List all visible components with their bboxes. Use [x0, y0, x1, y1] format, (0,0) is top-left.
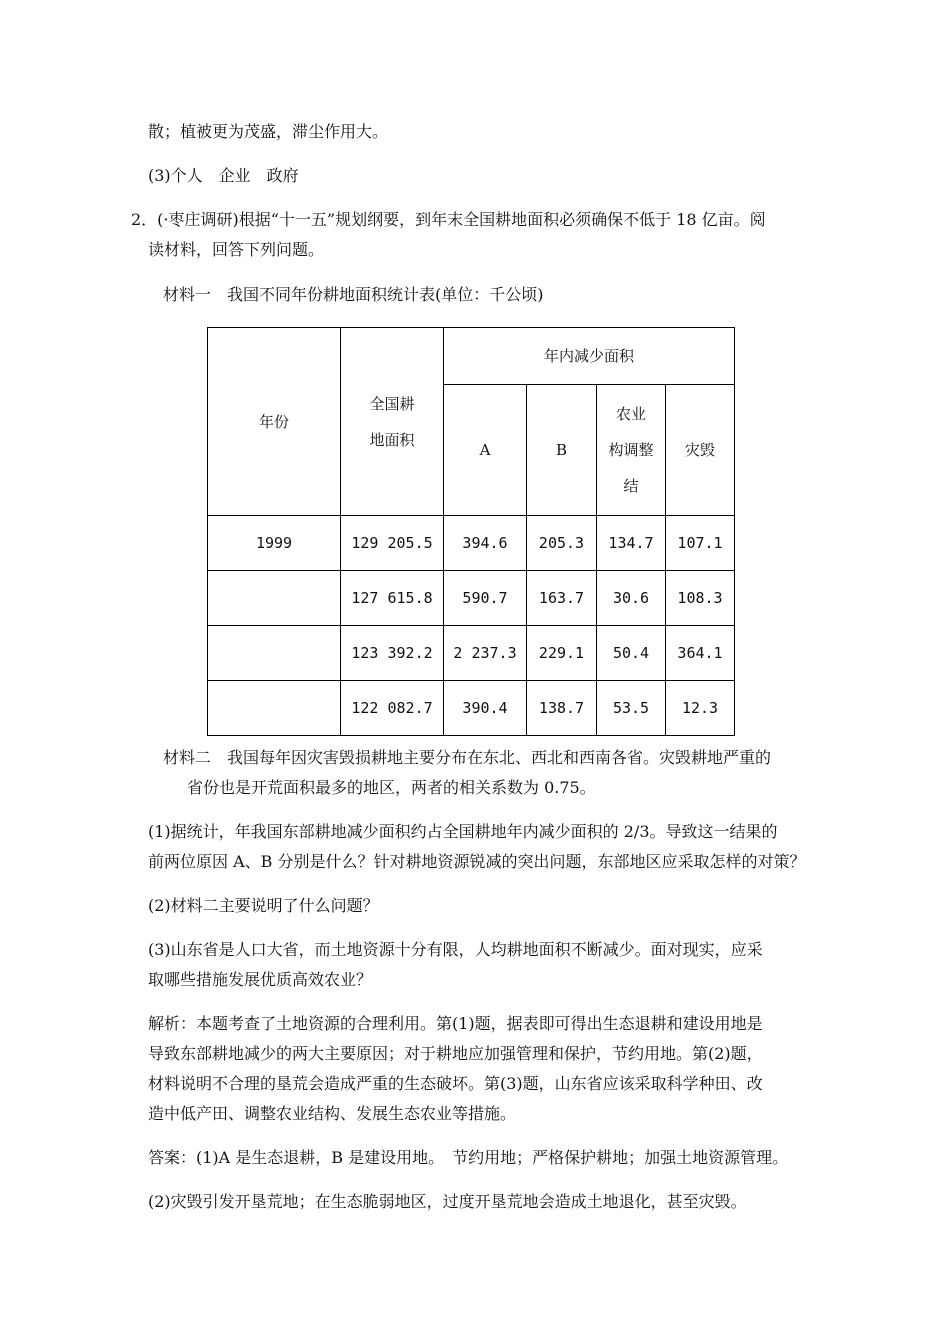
farmland-table	[207, 327, 735, 736]
question-2-line: 2．(·枣庄调研)根据“十一五”规划纲要，到年末全国耕地面积必须确保不低于 18 亿亩。阅	[131, 210, 766, 229]
header-disaster: 灾毁	[666, 385, 735, 516]
question-1-line: (1)据统计，年我国东部耕地减少面积约占全国耕地年内减少面积的 2/3。导致这一结果的	[148, 822, 778, 841]
text-line: (3)个人 企业 政府	[148, 166, 299, 185]
material-2-line: 省份也是开荒面积最多的地区，两者的相关系数为 0.75。	[187, 778, 596, 797]
answer-line: 答案：(1)A 是生态退耕，B 是建设用地。 节约用地；严格保护耕地；加强土地资源管理。	[148, 1148, 789, 1167]
question-1-line: 前两位原因 A、B 分别是什么？针对耕地资源锐减的突出问题，东部地区应采取怎样的对策？	[148, 852, 806, 871]
header-agriculture: 农业 构调整 结	[597, 385, 666, 516]
header-year: 年份	[208, 328, 341, 516]
question-3-line: 取哪些措施发展优质高效农业？	[148, 970, 373, 989]
header-a: A	[444, 385, 527, 516]
analysis-line: 导致东部耕地减少的两大主要原因；对于耕地应加强管理和保护，节约用地。第(2)题，	[148, 1044, 763, 1063]
header-b: B	[527, 385, 597, 516]
table-row: 1999 129 205.5 394.6 205.3 134.7 107.1	[208, 516, 735, 571]
table-row: 127 615.8 590.7 163.7 30.6 108.3	[208, 571, 735, 626]
material-2-line: 材料二 我国每年因灾害毁损耕地主要分布在东北、西北和西南各省。灾毁耕地严重的	[163, 748, 772, 767]
table-row: 122 082.7 390.4 138.7 53.5 12.3	[208, 681, 735, 736]
question-2-line: 读材料，回答下列问题。	[148, 240, 325, 259]
header-total-area: 全国耕 地面积	[341, 328, 444, 516]
analysis-line: 解析：本题考查了土地资源的合理利用。第(1)题，据表即可得出生态退耕和建设用地是	[148, 1014, 763, 1033]
analysis-line: 造中低产田、调整农业结构、发展生态农业等措施。	[148, 1104, 517, 1123]
text-line: 散；植被更为茂盛，滞尘作用大。	[148, 122, 389, 141]
question-2-sub: (2)材料二主要说明了什么问题？	[148, 896, 379, 915]
answer-line: (2)灾毁引发开垦荒地；在生态脆弱地区，过度开垦荒地会造成土地退化，甚至灾毁。	[148, 1192, 747, 1211]
table-row: 123 392.2 2 237.3 229.1 50.4 364.1	[208, 626, 735, 681]
material-1-title: 材料一 我国不同年份耕地面积统计表(单位：千公顷)	[163, 285, 544, 304]
analysis-line: 材料说明不合理的垦荒会造成严重的生态破坏。第(3)题，山东省应该采取科学种田、改	[148, 1074, 763, 1093]
header-reduction: 年内减少面积	[444, 328, 735, 385]
question-3-line: (3)山东省是人口大省，而土地资源十分有限，人均耕地面积不断减少。面对现实，应采	[148, 940, 763, 959]
